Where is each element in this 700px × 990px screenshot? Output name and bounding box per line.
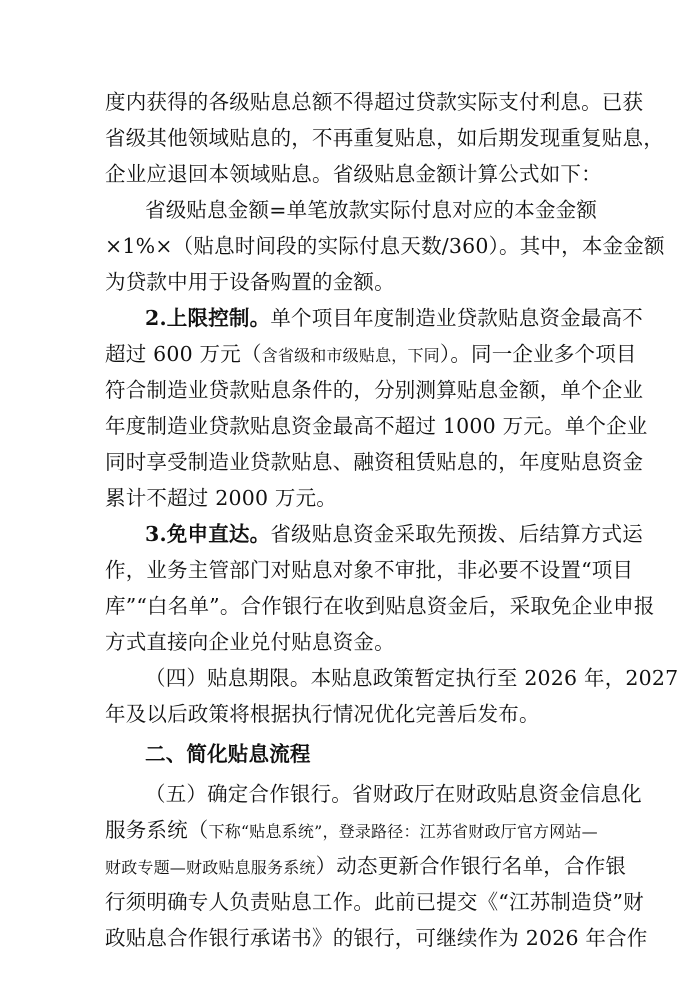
formula-line: 省级贴息金额=单笔放款实际付息对应的本金金额 <box>145 198 598 222</box>
item-title: 3.免申直达。 <box>145 522 271 546</box>
body-line: 同时享受制造业贷款贴息、融资租赁贴息的，年度贴息资金 <box>105 450 644 474</box>
body-line: 年度制造业贷款贴息资金最高不超过 1000 万元。单个企业 <box>105 414 648 438</box>
body-line: 省级其他领域贴息的，不再重复贴息，如后期发现重复贴息， <box>105 126 664 150</box>
formula-line: ×1%×（贴息时间段的实际付息天数/360）。其中，本金金额 <box>105 234 665 258</box>
body-line: 超过 600 万元（含省级和市级贴息，下同）。同一企业多个项目 <box>105 342 637 366</box>
body-line: 企业应退回本领域贴息。省级贴息金额计算公式如下： <box>105 162 602 186</box>
body-line: 作，业务主管部门对贴息对象不审批，非必要不设置“项目 <box>105 558 634 582</box>
body-line: 累计不超过 2000 万元。 <box>105 486 338 510</box>
body-line: 政贴息合作银行承诺书》的银行，可继续作为 2026 年合作 <box>105 926 648 950</box>
body-line: 度内获得的各级贴息总额不得超过贷款实际支付利息。已获 <box>105 90 644 114</box>
section-line-cap: 2.上限控制。单个项目年度制造业贷款贴息资金最高不 <box>145 306 643 330</box>
item-title: 2.上限控制。 <box>145 306 271 330</box>
section-line-bank: （五）确定合作银行。省财政厅在财政贴息资金信息化 <box>145 782 642 806</box>
body-line: 财政专题—财政贴息服务系统）动态更新合作银行名单，合作银 <box>105 854 627 878</box>
body-line: 年及以后政策将根据执行情况优化完善后发布。 <box>105 702 540 726</box>
section-heading: 二、简化贴息流程 <box>145 742 311 766</box>
section-line-period: （四）贴息期限。本贴息政策暂定执行至 2026 年，2027 <box>145 666 679 690</box>
body-line: 为贷款中用于设备购置的金额。 <box>105 270 395 294</box>
body-line: 方式直接向企业兑付贴息资金。 <box>105 630 395 654</box>
body-line: 库”“白名单”。合作银行在收到贴息资金后，采取免企业申报 <box>105 594 655 618</box>
body-line: 符合制造业贷款贴息条件的，分别测算贴息金额，单个企业 <box>105 378 644 402</box>
body-line: 行须明确专人负责贴息工作。此前已提交《“江苏制造贷”财 <box>105 890 644 914</box>
body-line: 服务系统（下称“贴息系统”，登录路径：江苏省财政厅官方网站— <box>105 818 598 842</box>
section-line-direct: 3.免申直达。省级贴息资金采取先预拨、后结算方式运 <box>145 522 643 546</box>
